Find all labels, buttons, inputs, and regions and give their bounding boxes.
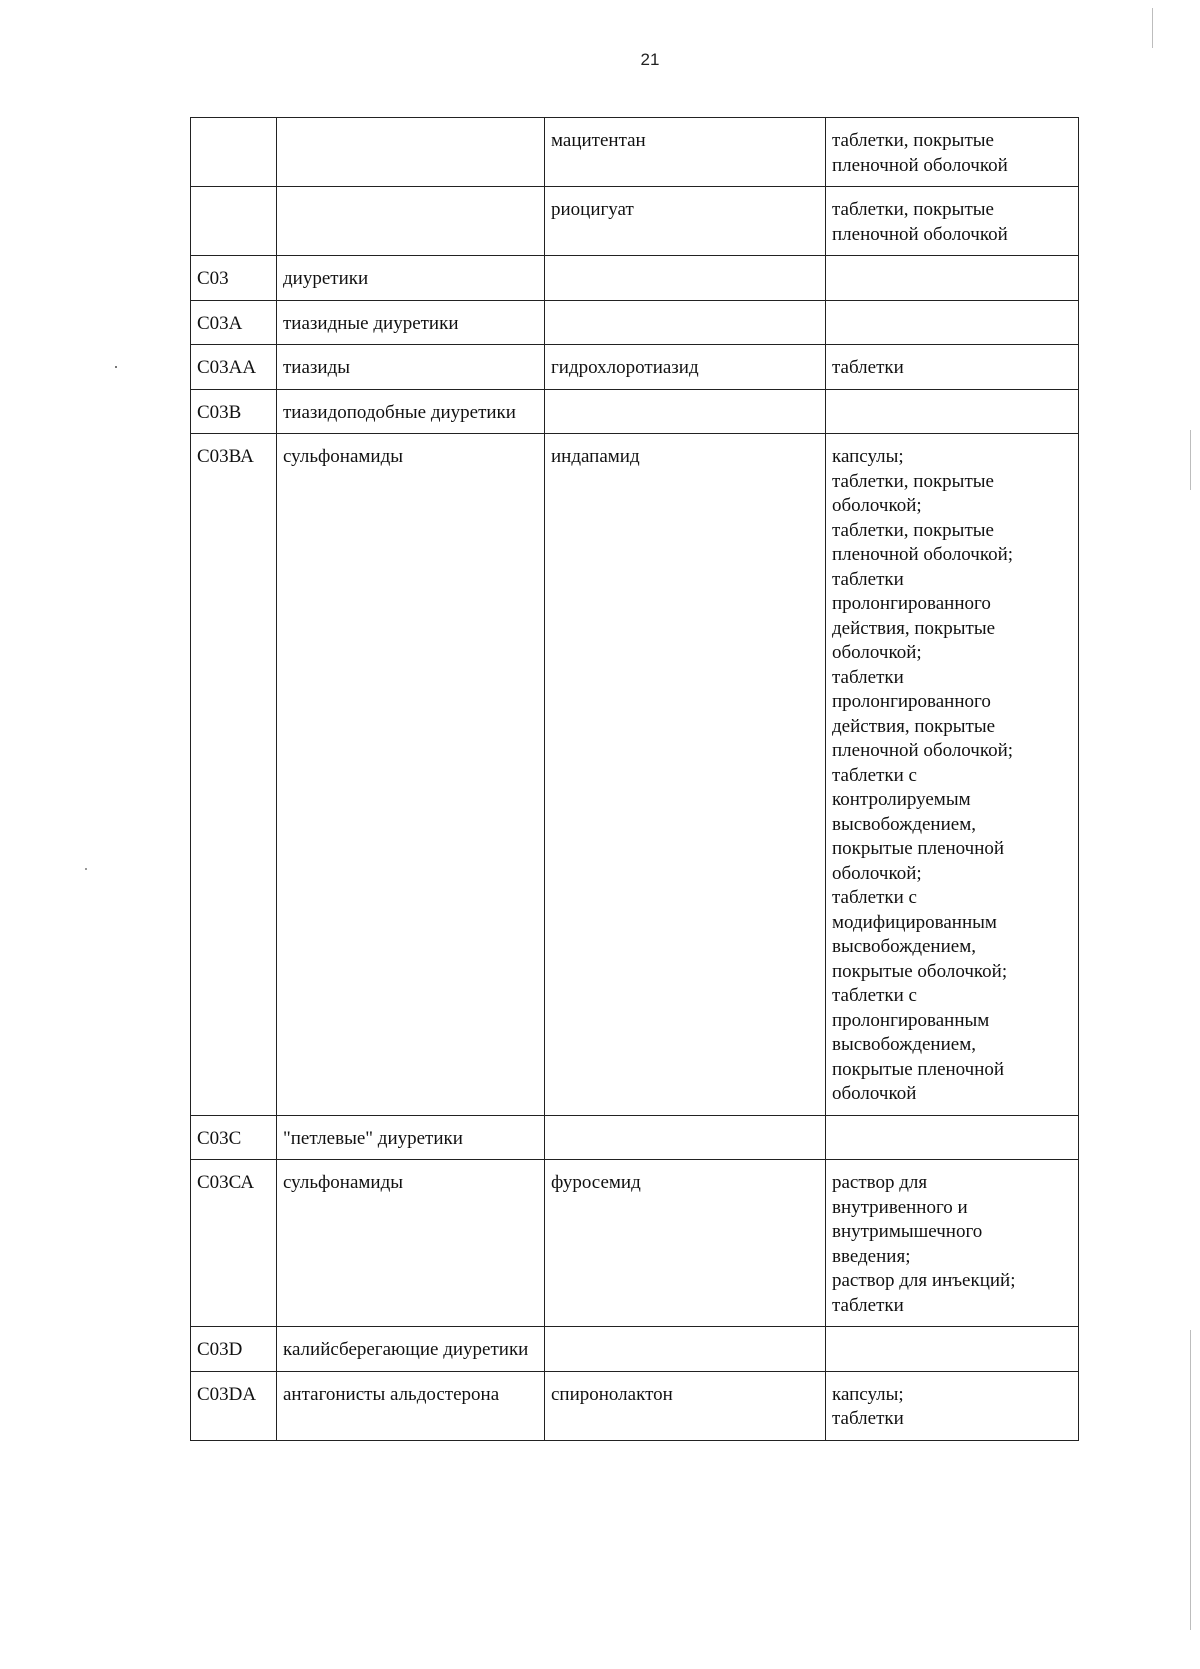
table-row	[191, 118, 1079, 187]
dosage-form-cell	[826, 1371, 1079, 1440]
page-number: 21	[640, 50, 660, 69]
table-row	[191, 1160, 1079, 1327]
dosage-form-line: капсулы;	[832, 446, 904, 467]
dosage-form-line: таблетки, покрытые	[832, 519, 994, 541]
dosage-form-line: таблетки с	[832, 764, 917, 786]
anatomical-group-cell: сульфонамиды	[277, 434, 545, 1116]
table-row	[191, 1371, 1079, 1440]
atc-code-cell	[191, 187, 277, 256]
dosage-form-cell	[826, 1327, 1079, 1372]
anatomical-group-cell	[277, 187, 545, 256]
dosage-form-line: покрытые пленочной	[832, 1058, 1005, 1080]
dosage-form-line: пленочной оболочкой;	[832, 544, 1014, 565]
dosage-form-line: пролонгированным	[832, 1009, 990, 1031]
scan-artifact-dot	[115, 366, 117, 368]
substance-cell: фуросемид	[545, 1160, 826, 1327]
dosage-form-line: пролонгированного	[832, 593, 991, 614]
scan-artifact-dot	[85, 868, 87, 870]
table-row	[191, 187, 1079, 256]
dosage-form-line: таблетки с	[832, 985, 917, 1006]
dosage-form-line: введения;	[832, 1245, 911, 1267]
substance-cell: мацитентан	[545, 118, 826, 187]
dosage-form-line: действия, покрытые	[832, 715, 996, 737]
substance-cell: спиронолактон	[545, 1371, 826, 1440]
dosage-form-line: таблетки, покрытые	[832, 470, 994, 492]
dosage-form-line: покрытые пленочной	[832, 838, 1005, 859]
substance-cell: гидрохлоротиазид	[545, 345, 826, 390]
substance-cell	[545, 1327, 826, 1372]
dosage-form-cell	[826, 300, 1079, 345]
dosage-form-line: высвобождением,	[832, 813, 976, 835]
atc-code-cell: С03С	[191, 1115, 277, 1160]
dosage-form-cell	[826, 1115, 1079, 1160]
drug-table-body	[191, 118, 1079, 1441]
dosage-form-line: оболочкой;	[832, 642, 922, 663]
dosage-form-cell	[826, 187, 1079, 256]
dosage-form-cell	[826, 118, 1079, 187]
dosage-form-line: таблетки	[832, 666, 904, 688]
anatomical-group-cell	[277, 118, 545, 187]
dosage-form-line: модифицированным	[832, 911, 997, 933]
dosage-form-line: оболочкой	[832, 1083, 917, 1104]
dosage-form-line: высвобождением,	[832, 936, 976, 957]
dosage-form-cell	[826, 1160, 1079, 1327]
anatomical-group-cell: тиазидные диуретики	[277, 300, 545, 345]
dosage-form-cell	[826, 256, 1079, 301]
atc-code-cell: С03DА	[191, 1371, 277, 1440]
anatomical-group-cell: калийсберегающие диуретики	[277, 1327, 545, 1372]
dosage-form-line: оболочкой;	[832, 862, 922, 884]
table-row	[191, 434, 1079, 1116]
anatomical-group-cell: сульфонамиды	[277, 1160, 545, 1327]
drug-table	[190, 117, 1079, 1441]
anatomical-group-cell: "петлевые" диуретики	[277, 1115, 545, 1160]
dosage-form-line: пленочной оболочкой	[832, 223, 1008, 245]
dosage-form-line: пленочной оболочкой;	[832, 740, 1014, 761]
dosage-form-line: оболочкой;	[832, 495, 922, 516]
anatomical-group-cell: тиазиды	[277, 345, 545, 390]
dosage-form-line: пленочной оболочкой	[832, 154, 1008, 176]
anatomical-group-cell: тиазидоподобные диуретики	[277, 389, 545, 434]
dosage-form-line: таблетки, покрытые	[832, 130, 994, 151]
dosage-form-line: действия, покрытые	[832, 617, 996, 639]
dosage-form-line: внутривенного и	[832, 1196, 968, 1218]
atc-code-cell: С03ВА	[191, 434, 277, 1116]
dosage-form-line: капсулы;	[832, 1383, 904, 1405]
dosage-form-line: контролируемым	[832, 789, 971, 810]
dosage-form-line: раствор для	[832, 1172, 928, 1193]
atc-code-cell: С03А	[191, 300, 277, 345]
dosage-form-line: внутримышечного	[832, 1221, 983, 1242]
atc-code-cell: С03СА	[191, 1160, 277, 1327]
dosage-form-line: таблетки	[832, 568, 904, 590]
substance-cell	[545, 300, 826, 345]
substance-cell: риоцигуат	[545, 187, 826, 256]
atc-code-cell: С03	[191, 256, 277, 301]
scan-artifact-line	[1190, 1330, 1191, 1630]
anatomical-group-cell: диуретики	[277, 256, 545, 301]
dosage-form-cell	[826, 434, 1079, 1116]
dosage-form-line: раствор для инъекций;	[832, 1270, 1016, 1291]
substance-cell	[545, 389, 826, 434]
table-row	[191, 1327, 1079, 1372]
dosage-form-line: покрытые оболочкой;	[832, 960, 1008, 982]
atc-code-cell: С03АА	[191, 345, 277, 390]
substance-cell: индапамид	[545, 434, 826, 1116]
dosage-form-line: таблетки с	[832, 887, 917, 908]
atc-code-cell: С03D	[191, 1327, 277, 1372]
dosage-form-line: таблетки, покрытые	[832, 199, 994, 220]
dosage-form-line: таблетки	[832, 1294, 904, 1316]
dosage-form-cell	[826, 389, 1079, 434]
table-row	[191, 389, 1079, 434]
dosage-form-line: таблетки	[832, 357, 904, 378]
substance-cell	[545, 1115, 826, 1160]
table-row	[191, 345, 1079, 390]
dosage-form-cell	[826, 345, 1079, 390]
dosage-form-line: таблетки	[832, 1408, 904, 1429]
scan-artifact-line	[1152, 8, 1153, 48]
atc-code-cell: С03В	[191, 389, 277, 434]
table-row	[191, 1115, 1079, 1160]
atc-code-cell	[191, 118, 277, 187]
table-row	[191, 300, 1079, 345]
dosage-form-line: пролонгированного	[832, 691, 991, 712]
anatomical-group-cell: антагонисты альдостерона	[277, 1371, 545, 1440]
dosage-form-line: высвобождением,	[832, 1034, 976, 1055]
table-row	[191, 256, 1079, 301]
substance-cell	[545, 256, 826, 301]
scan-artifact-line	[1190, 430, 1191, 490]
